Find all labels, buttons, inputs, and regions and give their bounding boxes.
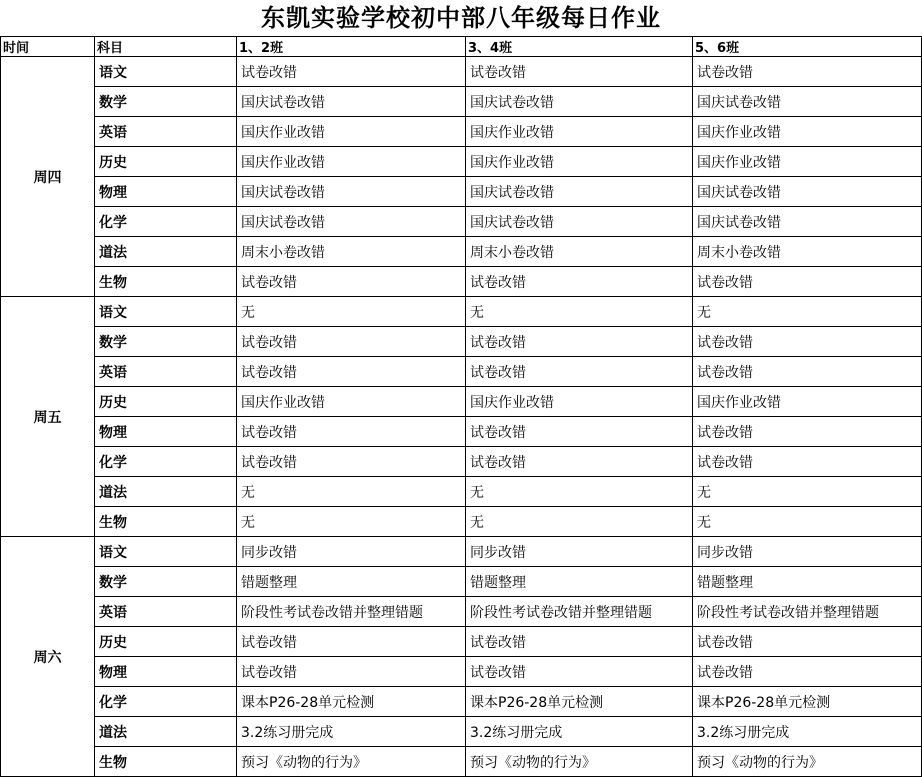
subject-cell: 数学 bbox=[95, 567, 237, 597]
class-3-4-cell: 试卷改错 bbox=[466, 57, 693, 87]
class-3-4-cell: 试卷改错 bbox=[466, 417, 693, 447]
class-5-6-cell: 国庆作业改错 bbox=[693, 147, 922, 177]
subject-cell: 化学 bbox=[95, 207, 237, 237]
class-3-4-cell: 国庆试卷改错 bbox=[466, 87, 693, 117]
page-title: 东凯实验学校初中部八年级每日作业 bbox=[261, 4, 661, 32]
class-3-4-cell: 无 bbox=[466, 477, 693, 507]
class-5-6-cell: 阶段性考试卷改错并整理错题 bbox=[693, 597, 922, 627]
subject-cell: 英语 bbox=[95, 117, 237, 147]
class-5-6-cell: 国庆试卷改错 bbox=[693, 87, 922, 117]
header-class-3-4: 3、4班 bbox=[466, 37, 693, 57]
class-3-4-cell: 试卷改错 bbox=[466, 447, 693, 477]
class-5-6-cell: 试卷改错 bbox=[693, 267, 922, 297]
day-label: 周六 bbox=[1, 537, 95, 777]
class-1-2-cell: 试卷改错 bbox=[237, 447, 466, 477]
class-5-6-cell: 周末小卷改错 bbox=[693, 237, 922, 267]
header-time: 时间 bbox=[1, 37, 95, 57]
class-1-2-cell: 试卷改错 bbox=[237, 57, 466, 87]
day-label: 周五 bbox=[1, 297, 95, 537]
class-5-6-cell: 国庆作业改错 bbox=[693, 117, 922, 147]
class-1-2-cell: 试卷改错 bbox=[237, 267, 466, 297]
table-row bbox=[1, 597, 922, 627]
subject-cell: 语文 bbox=[95, 297, 237, 327]
class-3-4-cell: 无 bbox=[466, 297, 693, 327]
class-3-4-cell: 试卷改错 bbox=[466, 357, 693, 387]
table-row bbox=[1, 237, 922, 267]
subject-cell: 生物 bbox=[95, 267, 237, 297]
class-1-2-cell: 国庆试卷改错 bbox=[237, 177, 466, 207]
subject-cell: 语文 bbox=[95, 57, 237, 87]
table-row bbox=[1, 627, 922, 657]
subject-cell: 物理 bbox=[95, 657, 237, 687]
class-3-4-cell: 国庆试卷改错 bbox=[466, 177, 693, 207]
class-5-6-cell: 试卷改错 bbox=[693, 417, 922, 447]
table-row bbox=[1, 87, 922, 117]
class-5-6-cell: 3.2练习册完成 bbox=[693, 717, 922, 747]
class-3-4-cell: 周末小卷改错 bbox=[466, 237, 693, 267]
class-3-4-cell: 3.2练习册完成 bbox=[466, 717, 693, 747]
subject-cell: 道法 bbox=[95, 237, 237, 267]
class-3-4-cell: 阶段性考试卷改错并整理错题 bbox=[466, 597, 693, 627]
class-5-6-cell: 试卷改错 bbox=[693, 327, 922, 357]
subject-cell: 道法 bbox=[95, 717, 237, 747]
table-row bbox=[1, 147, 922, 177]
class-5-6-cell: 无 bbox=[693, 477, 922, 507]
class-3-4-cell: 课本P26-28单元检测 bbox=[466, 687, 693, 717]
class-1-2-cell: 国庆试卷改错 bbox=[237, 207, 466, 237]
class-5-6-cell: 国庆作业改错 bbox=[693, 387, 922, 417]
class-1-2-cell: 试卷改错 bbox=[237, 657, 466, 687]
subject-cell: 物理 bbox=[95, 177, 237, 207]
class-3-4-cell: 国庆作业改错 bbox=[466, 147, 693, 177]
table-row bbox=[1, 657, 922, 687]
class-1-2-cell: 试卷改错 bbox=[237, 357, 466, 387]
class-1-2-cell: 3.2练习册完成 bbox=[237, 717, 466, 747]
table-row bbox=[1, 447, 922, 477]
class-5-6-cell: 无 bbox=[693, 297, 922, 327]
subject-cell: 英语 bbox=[95, 597, 237, 627]
class-3-4-cell: 国庆试卷改错 bbox=[466, 207, 693, 237]
class-5-6-cell: 国庆试卷改错 bbox=[693, 207, 922, 237]
class-5-6-cell: 试卷改错 bbox=[693, 357, 922, 387]
class-5-6-cell: 试卷改错 bbox=[693, 57, 922, 87]
class-5-6-cell: 错题整理 bbox=[693, 567, 922, 597]
header-class-5-6: 5、6班 bbox=[693, 37, 922, 57]
table-row bbox=[1, 687, 922, 717]
class-1-2-cell: 课本P26-28单元检测 bbox=[237, 687, 466, 717]
table-row bbox=[1, 177, 922, 207]
class-3-4-cell: 错题整理 bbox=[466, 567, 693, 597]
class-5-6-cell: 试卷改错 bbox=[693, 627, 922, 657]
table-row bbox=[1, 567, 922, 597]
table-row bbox=[1, 207, 922, 237]
class-5-6-cell: 试卷改错 bbox=[693, 657, 922, 687]
subject-cell: 数学 bbox=[95, 327, 237, 357]
homework-table bbox=[0, 36, 922, 777]
class-1-2-cell: 试卷改错 bbox=[237, 417, 466, 447]
subject-cell: 历史 bbox=[95, 627, 237, 657]
table-row bbox=[1, 117, 922, 147]
table-row bbox=[1, 747, 922, 777]
class-5-6-cell: 试卷改错 bbox=[693, 447, 922, 477]
class-3-4-cell: 无 bbox=[466, 507, 693, 537]
subject-cell: 语文 bbox=[95, 537, 237, 567]
class-3-4-cell: 预习《动物的行为》 bbox=[466, 747, 693, 777]
class-1-2-cell: 同步改错 bbox=[237, 537, 466, 567]
class-1-2-cell: 试卷改错 bbox=[237, 327, 466, 357]
table-row bbox=[1, 537, 922, 567]
class-3-4-cell: 试卷改错 bbox=[466, 657, 693, 687]
class-3-4-cell: 同步改错 bbox=[466, 537, 693, 567]
subject-cell: 物理 bbox=[95, 417, 237, 447]
class-1-2-cell: 国庆试卷改错 bbox=[237, 87, 466, 117]
subject-cell: 历史 bbox=[95, 387, 237, 417]
class-1-2-cell: 预习《动物的行为》 bbox=[237, 747, 466, 777]
header-subject: 科目 bbox=[95, 37, 237, 57]
class-1-2-cell: 无 bbox=[237, 297, 466, 327]
class-1-2-cell: 阶段性考试卷改错并整理错题 bbox=[237, 597, 466, 627]
table-row bbox=[1, 267, 922, 297]
class-5-6-cell: 国庆试卷改错 bbox=[693, 177, 922, 207]
class-1-2-cell: 无 bbox=[237, 507, 466, 537]
header-row bbox=[1, 37, 922, 57]
class-3-4-cell: 试卷改错 bbox=[466, 267, 693, 297]
class-1-2-cell: 错题整理 bbox=[237, 567, 466, 597]
table-row bbox=[1, 507, 922, 537]
class-1-2-cell: 试卷改错 bbox=[237, 627, 466, 657]
table-row bbox=[1, 357, 922, 387]
class-1-2-cell: 国庆作业改错 bbox=[237, 147, 466, 177]
class-3-4-cell: 国庆作业改错 bbox=[466, 117, 693, 147]
subject-cell: 道法 bbox=[95, 477, 237, 507]
table-row bbox=[1, 327, 922, 357]
table-row bbox=[1, 477, 922, 507]
subject-cell: 生物 bbox=[95, 507, 237, 537]
subject-cell: 历史 bbox=[95, 147, 237, 177]
class-3-4-cell: 试卷改错 bbox=[466, 327, 693, 357]
table-row bbox=[1, 717, 922, 747]
class-5-6-cell: 预习《动物的行为》 bbox=[693, 747, 922, 777]
subject-cell: 数学 bbox=[95, 87, 237, 117]
subject-cell: 生物 bbox=[95, 747, 237, 777]
class-3-4-cell: 试卷改错 bbox=[466, 627, 693, 657]
table-row bbox=[1, 417, 922, 447]
subject-cell: 化学 bbox=[95, 687, 237, 717]
day-label: 周四 bbox=[1, 57, 95, 297]
class-3-4-cell: 国庆作业改错 bbox=[466, 387, 693, 417]
table-row bbox=[1, 297, 922, 327]
class-1-2-cell: 国庆作业改错 bbox=[237, 387, 466, 417]
subject-cell: 化学 bbox=[95, 447, 237, 477]
class-1-2-cell: 国庆作业改错 bbox=[237, 117, 466, 147]
table-row bbox=[1, 387, 922, 417]
class-1-2-cell: 周末小卷改错 bbox=[237, 237, 466, 267]
header-class-1-2: 1、2班 bbox=[237, 37, 466, 57]
class-5-6-cell: 无 bbox=[693, 507, 922, 537]
class-5-6-cell: 课本P26-28单元检测 bbox=[693, 687, 922, 717]
table-row bbox=[1, 57, 922, 87]
subject-cell: 英语 bbox=[95, 357, 237, 387]
class-1-2-cell: 无 bbox=[237, 477, 466, 507]
class-5-6-cell: 同步改错 bbox=[693, 537, 922, 567]
